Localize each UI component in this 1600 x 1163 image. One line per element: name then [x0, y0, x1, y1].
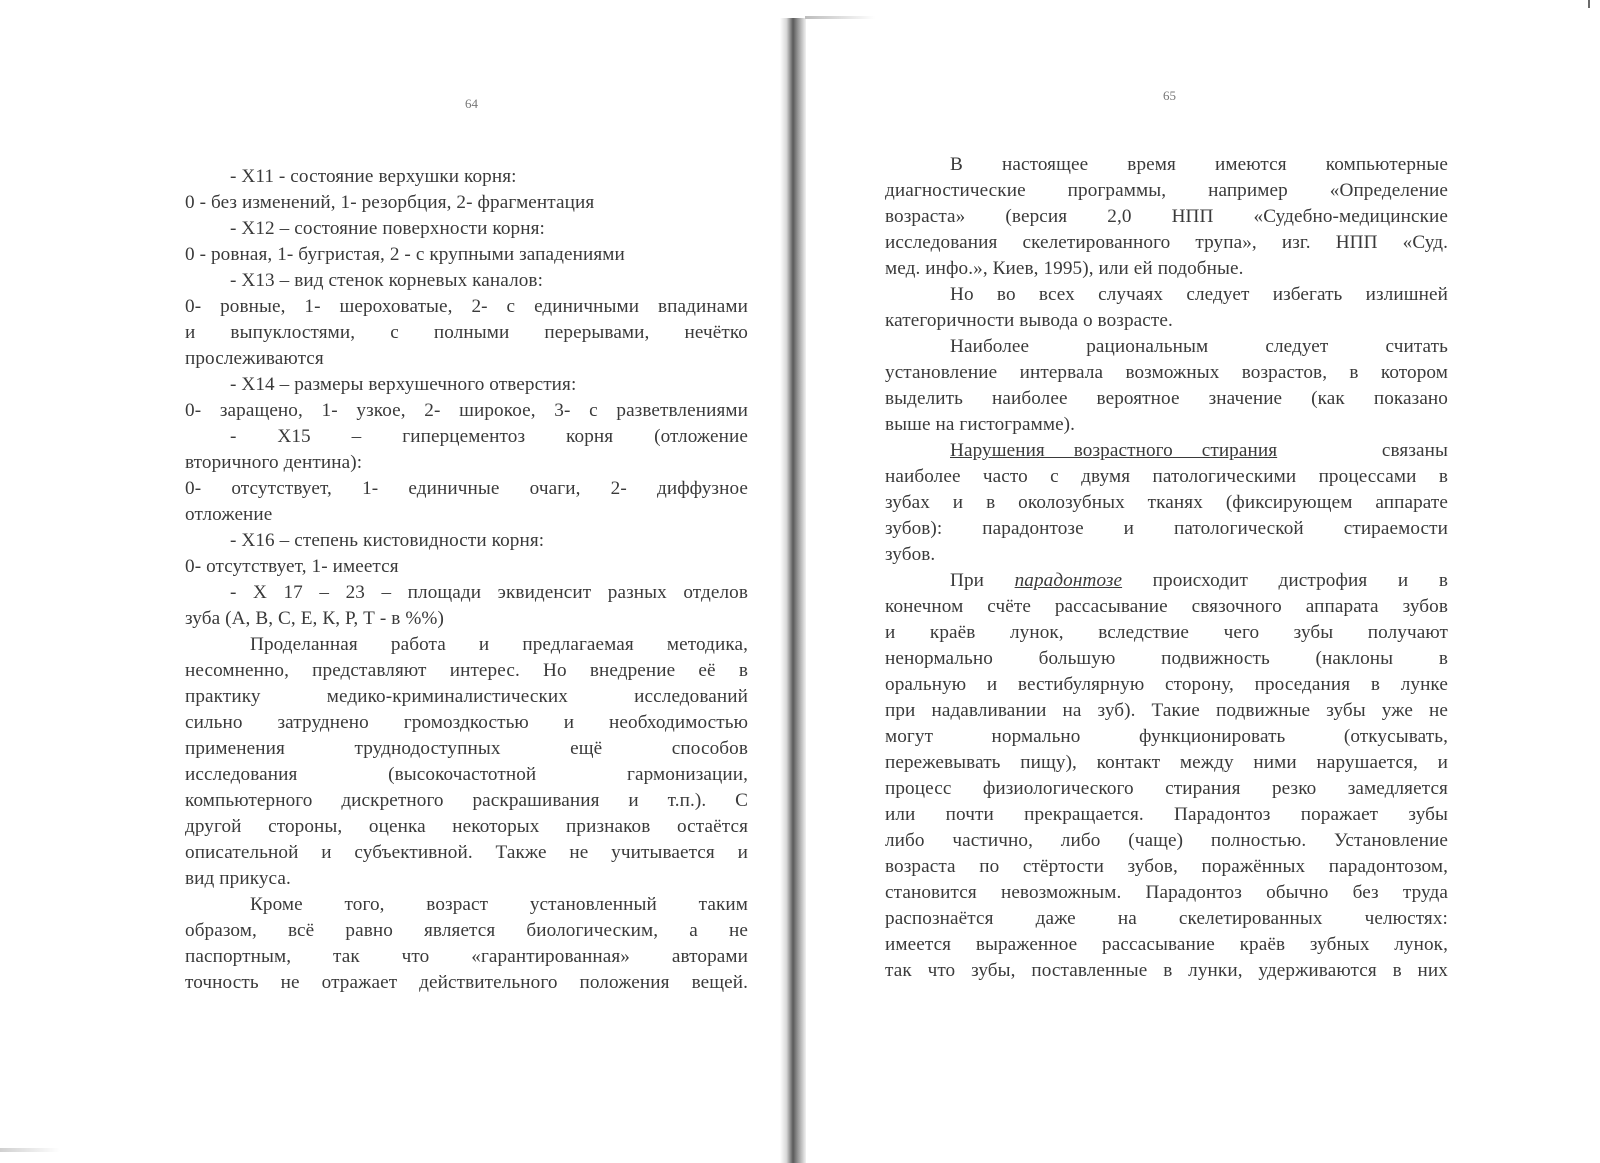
text-line: наиболее часто с двумя патологическими процессами в	[885, 466, 1448, 487]
text-line: возраста» (версия 2,0 НПП «Судебно-медицинские	[885, 206, 1448, 227]
text-line: так что зубы, поставленные в лунки, удерживаются в них	[885, 960, 1448, 981]
text-line: другой стороны, оценка некоторых признаков остаётся	[185, 816, 748, 837]
text-line: исследования (высокочастотной гармонизации,	[185, 764, 748, 785]
text-line: образом, всё равно является биологическим, а не	[185, 920, 748, 941]
text-line: оральную и вестибулярную сторону, проседания в лунке	[885, 674, 1448, 695]
text-line: и выпуклостями, с полными перерывами, нечётко	[185, 322, 748, 343]
text-line: - X11 - состояние верхушки корня:	[230, 166, 517, 187]
text-line: - X14 – размеры верхушечного отверстия:	[230, 374, 577, 395]
text-line	[885, 438, 1448, 464]
text-line: распознаётся даже на скелетированных челюстях:	[885, 908, 1448, 929]
text-line: Но во всех случаях следует избегать излишней	[950, 284, 1448, 305]
text-line: компьютерного дискретного раскрашивания и т.п.). С	[185, 790, 748, 811]
text-line: применения труднодоступных ещё способов	[185, 738, 748, 759]
text-line: выделить наиболее вероятное значение (как показано	[885, 388, 1448, 409]
text-line: мед. инфо.», Киев, 1995), или ей подобные.	[885, 258, 1244, 279]
text-line: 0- заращено, 1- узкое, 2- широкое, 3- с разветвлениями	[185, 400, 748, 421]
text-line: зуба (А, В, С, Е, К, Р, Т - в %%)	[185, 608, 445, 629]
text-line: или почти прекращается. Парадонтоз поражает зубы	[885, 804, 1448, 825]
text-line: Проделанная работа и предлагаемая методика,	[250, 634, 748, 655]
left-page-text	[185, 164, 748, 996]
underlined-phrase: Нарушения возрастного стирания	[950, 440, 1278, 461]
text-line: прослеживаются	[185, 348, 324, 369]
text-line: - X16 – степень кистовидности корня:	[230, 530, 545, 551]
text-line: категоричности вывода о возрасте.	[885, 310, 1173, 331]
text-line: 0- ровные, 1- шероховатые, 2- с единичными впадинами	[185, 296, 748, 317]
page-number: 64	[465, 96, 478, 111]
text-line: практику медико-криминалистических исследований	[185, 686, 748, 707]
text-line: 0- отсутствует, 1- имеется	[185, 556, 399, 577]
scan-edge-smudge	[0, 1148, 60, 1152]
text-line: - X 17 – 23 – площади эквиденсит разных отделов	[230, 582, 748, 603]
text-line: - X12 – состояние поверхности корня:	[230, 218, 545, 239]
text-line: зубах и в околозубных тканях (фиксирующем аппарате	[885, 492, 1448, 513]
text-line: В настоящее время имеются компьютерные	[950, 154, 1448, 175]
page-edge-mark	[805, 16, 875, 19]
text-line: могут нормально функционировать (откусывать,	[885, 726, 1448, 747]
text-line: 0 - ровная, 1- бугристая, 2 - с крупными западениями	[185, 244, 625, 265]
text-line: Наиболее рациональным следует считать	[950, 336, 1448, 357]
text-line: зубов.	[885, 544, 936, 565]
text-line: возраста по стёртости зубов, поражённых парадонтозом,	[885, 856, 1448, 877]
text-line: исследования скелетированного трупа», изг. НПП «Суд.	[885, 232, 1448, 253]
text-line: 0- отсутствует, 1- единичные очаги, 2- диффузное	[185, 478, 748, 499]
text-fragment: При	[950, 570, 1015, 591]
text-fragment: происходит дистрофия и в	[1122, 570, 1448, 591]
text-line: описательной и субъективной. Также не учитывается и	[185, 842, 748, 863]
text-line: 0 - без изменений, 1- резорбция, 2- фрагментация	[185, 192, 595, 213]
italic-underlined-term: парадонтозе	[1014, 570, 1123, 591]
text-line: конечном счёте рассасывание связочного аппарата зубов	[885, 596, 1448, 617]
text-line: и краёв лунок, вследствие чего зубы получают	[885, 622, 1448, 643]
text-line: - X15 – гиперцементоз корня (отложение	[230, 426, 748, 447]
text-line: установление интервала возможных возрастов, в котором	[885, 362, 1448, 383]
text-line: несомненно, представляют интерес. Но внедрение её в	[185, 660, 748, 681]
text-line: выше на гистограмме).	[885, 414, 1076, 435]
text-line: диагностические программы, например «Определение	[885, 180, 1448, 201]
right-page-text	[885, 152, 1448, 984]
text-line: паспортным, так что «гарантированная» авторами	[185, 946, 748, 967]
text-line: при надавливании на зуб). Такие подвижные зубы уже не	[885, 700, 1448, 721]
text-line: зубов): парадонтозе и патологической стираемости	[885, 518, 1448, 539]
text-line: ненормально большую подвижность (наклоны в	[885, 648, 1448, 669]
text-line: Кроме того, возраст установленный таким	[250, 894, 748, 915]
text-line: имеется выраженное рассасывание краёв зубных лунок,	[885, 934, 1448, 955]
text-line: становится невозможным. Парадонтоз обычно без труда	[885, 882, 1448, 903]
text-line: отложение	[185, 504, 273, 525]
text-line: процесс физиологического стирания резко замедляется	[885, 778, 1448, 799]
text-line: сильно затруднено громоздкостью и необходимостью	[185, 712, 748, 733]
scan-corner-mark	[1588, 0, 1590, 8]
text-fragment: связаны	[1381, 440, 1448, 461]
text-line: вторичного дентина):	[185, 452, 363, 473]
text-line: - X13 – вид стенок корневых каналов:	[230, 270, 544, 291]
page-number: 65	[1163, 88, 1176, 103]
text-line: либо частично, либо (чаще) полностью. Установление	[885, 830, 1448, 851]
text-line: вид прикуса.	[185, 868, 291, 889]
text-line: точность не отражает действительного положения вещей.	[185, 972, 748, 993]
text-line	[885, 568, 1448, 594]
book-gutter-shadow	[780, 18, 806, 1163]
text-line: пережевывать пищу), контакт между ними нарушается, и	[885, 752, 1448, 773]
